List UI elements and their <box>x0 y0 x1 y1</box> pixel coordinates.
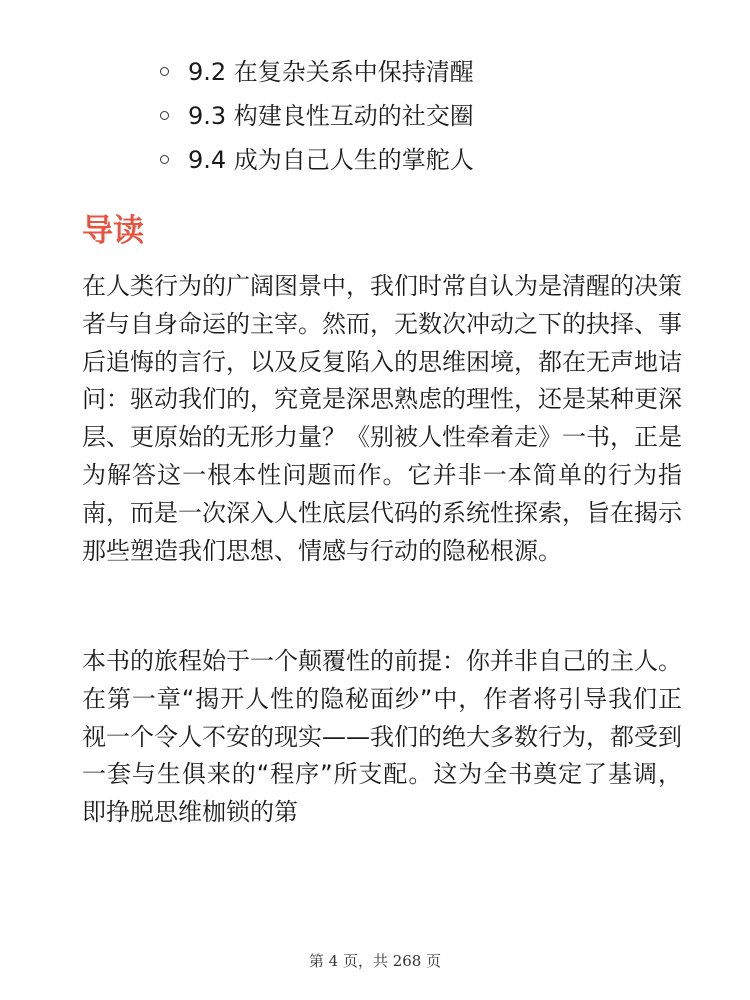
toc-item-label: 9.3 构建良性互动的社交圈 <box>188 102 474 130</box>
toc-item-label: 9.2 在复杂关系中保持清醒 <box>188 58 474 86</box>
hollow-circle-bullet-icon <box>160 155 169 164</box>
toc-item-label: 9.4 成为自己人生的掌舵人 <box>188 146 474 174</box>
section-heading: 导读 <box>82 213 144 249</box>
page-number-footer: 第 4 页，共 268 页 <box>308 952 442 970</box>
toc-item-9-4[interactable] <box>160 138 720 182</box>
body-paragraph: 在人类行为的广阔图景中，我们时常自认为是清醒的决策者与自身命运的主宰。然而，无数次冲动之下的抉择、事后追悔的言行，以及反复陷入的思维困境，都在无声地诘问：驱动我们的，究竟是深思熟虑的理性，还是某种更深层、更原始的无形力量？《别被人性牵着走》一书，正是为解答这一根本性问题而作。它并非一本简单的行为指南，而是一次深入人性底层代码的系统性探索，旨在揭示那些塑造我们思想、情感与行动的隐秘根源。 <box>82 272 682 565</box>
toc-item-9-2[interactable] <box>160 50 720 94</box>
toc-item-9-3[interactable] <box>160 94 720 138</box>
toc-list <box>160 50 720 182</box>
hollow-circle-bullet-icon <box>160 111 169 120</box>
body-paragraph: 本书的旅程始于一个颠覆性的前提：你并非自己的主人。在第一章“揭开人性的隐秘面纱”中，作者将引导我们正视一个令人不安的现实——我们的绝大多数行为，都受到一套与生俱来的“程序”所支配。这为全书奠定了基调，即挣脱思维枷锁的第 <box>82 647 682 827</box>
hollow-circle-bullet-icon <box>160 67 169 76</box>
